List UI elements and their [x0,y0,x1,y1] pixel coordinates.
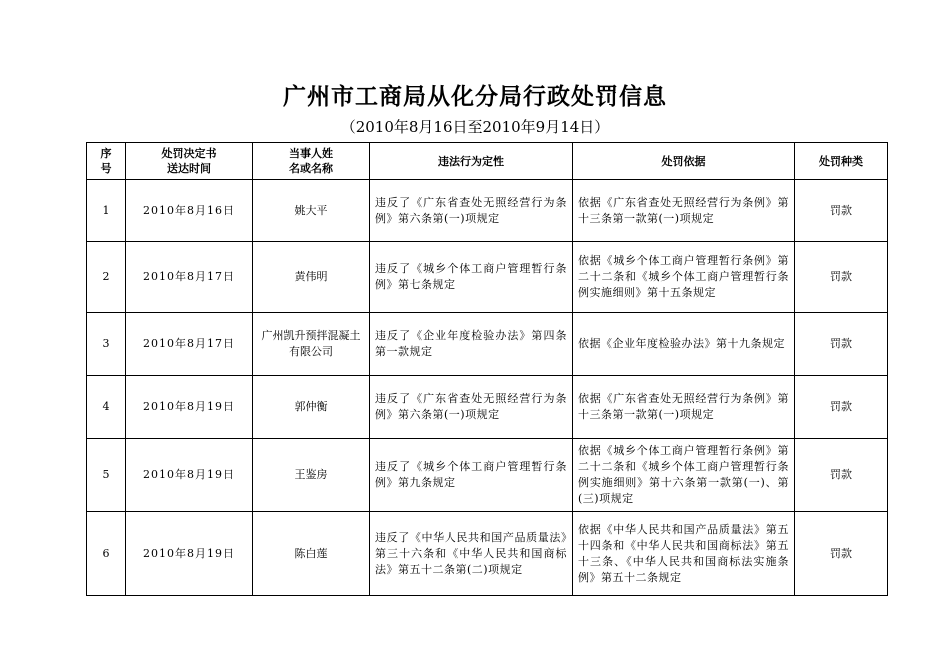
cell-basis: 依据《广东省查处无照经营行为条例》第十三条第一款第(一)项规定 [573,180,795,242]
header-party [253,143,370,180]
table-row [87,439,888,512]
table-row [87,512,888,596]
cell-basis: 依据《企业年度检验办法》第十九条规定 [573,313,795,376]
date-range-subtitle: （2010年8月16日至2010年9月14日） [340,118,610,136]
table-row [87,242,888,313]
cell-basis: 依据《中华人民共和国产品质量法》第五十四条和《中华人民共和国商标法》第五十三条、《中华人民共和国商标法实施条例》第五十二条规定 [573,512,795,596]
cell-penalty: 罚款 [795,376,888,439]
page-title: 广州市工商局从化分局行政处罚信息 [283,83,667,110]
header-date-line2: 送达时间 [167,162,211,175]
cell-date: 2010年8月17日 [126,313,253,376]
cell-party: 姚大平 [253,180,370,242]
cell-penalty: 罚款 [795,439,888,512]
header-no-line1: 序 [100,147,112,160]
cell-no: 3 [87,313,126,376]
cell-party: 郭仲衡 [253,376,370,439]
header-date [126,143,253,180]
cell-no: 5 [87,439,126,512]
header-violation: 违法行为定性 [370,143,573,180]
header-penalty: 处罚种类 [795,143,888,180]
header-party-line2: 名或名称 [289,162,333,175]
cell-penalty: 罚款 [795,242,888,313]
table-row [87,376,888,439]
cell-penalty: 罚款 [795,313,888,376]
cell-no: 2 [87,242,126,313]
cell-basis: 依据《城乡个体工商户管理暂行条例》第二十二条和《城乡个体工商户管理暂行条例实施细则》第十六条第一款第(一)、第(三)项规定 [573,439,795,512]
penalty-table [86,142,888,596]
header-no-line2: 号 [100,162,112,175]
cell-no: 6 [87,512,126,596]
header-row [87,143,888,180]
cell-basis: 依据《广东省查处无照经营行为条例》第十三条第一款第(一)项规定 [573,376,795,439]
cell-violation: 违反了《中华人民共和国产品质量法》第三十六条和《中华人民共和国商标法》第五十二条第(二)项规定 [370,512,573,596]
header-no [87,143,126,180]
cell-no: 1 [87,180,126,242]
table-row [87,313,888,376]
header-party-line1: 当事人姓 [289,147,333,160]
cell-date: 2010年8月19日 [126,376,253,439]
cell-penalty: 罚款 [795,180,888,242]
cell-party: 王鉴房 [253,439,370,512]
cell-date: 2010年8月19日 [126,439,253,512]
table-row [87,180,888,242]
cell-date: 2010年8月16日 [126,180,253,242]
cell-party: 黄伟明 [253,242,370,313]
cell-party: 陈白莲 [253,512,370,596]
cell-penalty: 罚款 [795,512,888,596]
cell-basis: 依据《城乡个体工商户管理暂行条例》第二十二条和《城乡个体工商户管理暂行条例实施细则》第十五条规定 [573,242,795,313]
cell-violation: 违反了《城乡个体工商户管理暂行条例》第九条规定 [370,439,573,512]
cell-date: 2010年8月17日 [126,242,253,313]
cell-date: 2010年8月19日 [126,512,253,596]
header-date-line1: 处罚决定书 [161,147,217,160]
cell-violation: 违反了《广东省查处无照经营行为条例》第六条第(一)项规定 [370,180,573,242]
cell-violation: 违反了《广东省查处无照经营行为条例》第六条第(一)项规定 [370,376,573,439]
cell-violation: 违反了《城乡个体工商户管理暂行条例》第七条规定 [370,242,573,313]
cell-party: 广州凯升预拌混凝土有限公司 [253,313,370,376]
cell-no: 4 [87,376,126,439]
cell-violation: 违反了《企业年度检验办法》第四条第一款规定 [370,313,573,376]
header-basis: 处罚依据 [573,143,795,180]
